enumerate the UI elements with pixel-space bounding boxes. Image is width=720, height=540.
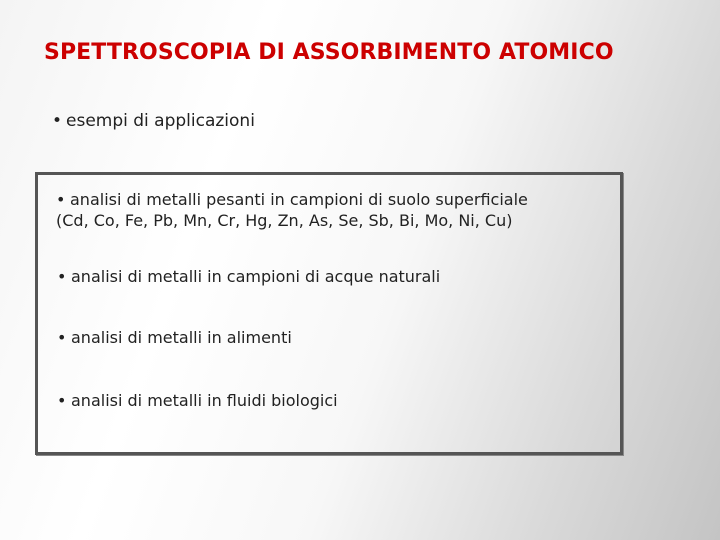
list-item [56, 189, 616, 231]
list-bullet: • [56, 190, 66, 209]
list-item [57, 327, 292, 348]
applications-box [35, 172, 623, 455]
list-item-text: analisi di metalli in alimenti [71, 328, 292, 347]
slide-title: SPETTROSCOPIA DI ASSORBIMENTO ATOMICO [44, 40, 614, 65]
list-item [57, 390, 338, 411]
list-bullet: • [57, 267, 67, 286]
subtitle-bullet: • [52, 111, 63, 131]
subtitle [52, 111, 255, 131]
subtitle-text: esempi di applicazioni [66, 111, 255, 131]
list-item-text: analisi di metalli in campioni di acque naturali [71, 267, 441, 286]
list-item-line-2: (Cd, Co, Fe, Pb, Mn, Cr, Hg, Zn, As, Se, Sb, Bi, Mo, Ni, Cu) [56, 211, 513, 230]
list-item-text: analisi di metalli pesanti in campioni di suolo superficiale [70, 190, 528, 209]
list-bullet: • [57, 391, 67, 410]
list-item [57, 266, 440, 287]
list-item-line-1 [56, 189, 616, 210]
list-item-text: analisi di metalli in fluidi biologici [71, 391, 338, 410]
list-bullet: • [57, 328, 67, 347]
